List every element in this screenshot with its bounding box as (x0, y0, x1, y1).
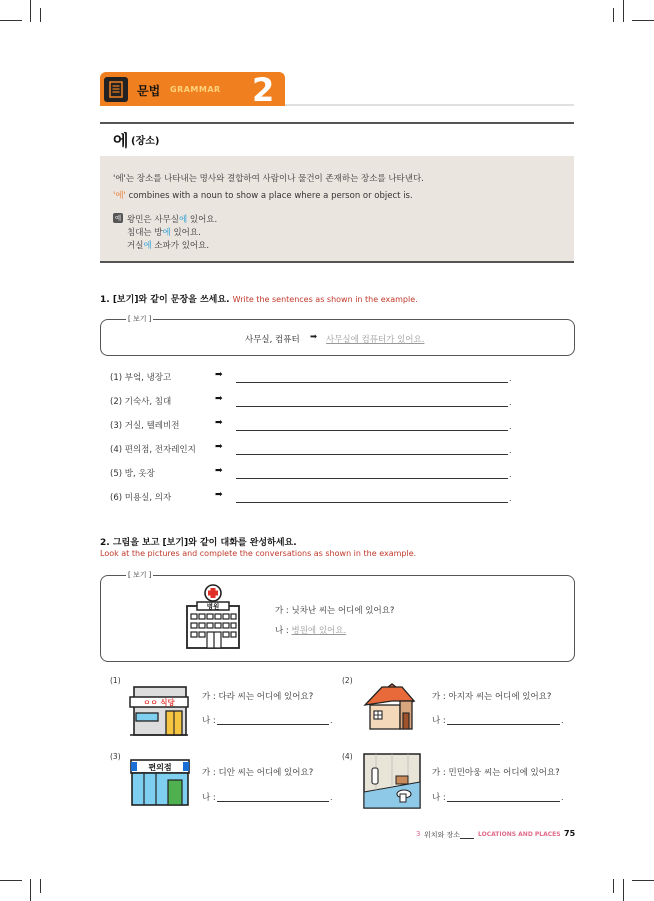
crop-mark (40, 879, 41, 893)
period: . (509, 374, 512, 383)
arrow-icon: ➡ (215, 370, 223, 380)
grammar-box-bottom-rule (100, 261, 574, 263)
grammar-marker: '에' (113, 191, 126, 201)
grammar-example: 침대는 방에 있어요. (127, 228, 201, 238)
arrow-icon: ➡ (215, 418, 223, 428)
grammar-desc-korean: '에'는 장소를 나타내는 명사와 결합하여 사람이나 물건이 존재하는 장소를 나타낸다. (113, 174, 424, 184)
exercise-1-item: (1) 부엌, 냉장고 (110, 373, 172, 383)
convenience-store-icon (128, 758, 192, 806)
grammar-example: 왕민은 사무실에 있어요. (127, 215, 218, 225)
crop-mark (30, 0, 31, 22)
hospital-icon (184, 584, 244, 650)
grammar-title: 에 (113, 131, 129, 150)
answer-line[interactable] (447, 801, 560, 802)
house-icon (362, 681, 418, 731)
answer-line[interactable] (217, 801, 329, 802)
grammar-title-sub: (장소) (131, 136, 160, 147)
crop-mark (632, 880, 654, 881)
question-number: (2) (342, 676, 353, 685)
header-title-english: GRAMMAR (170, 85, 221, 94)
example-prompt: 사무실, 컴퓨터 (245, 335, 300, 345)
crop-mark (623, 879, 624, 901)
period: . (330, 716, 333, 725)
arrow-icon: ➡ (310, 332, 318, 342)
grammar-number: 2 (252, 71, 275, 109)
answer-line[interactable] (236, 430, 508, 431)
exercise-1-item: (2) 기숙사, 침대 (110, 397, 172, 407)
footer-chapter-title: 위치와 장소 (424, 831, 461, 839)
crop-mark (623, 0, 624, 22)
period: . (509, 494, 512, 503)
question-text: 가 : 아지자 씨는 어디에 있어요? (432, 692, 552, 702)
bathroom-icon (362, 752, 422, 810)
period: . (509, 398, 512, 407)
period: . (509, 470, 512, 479)
period: . (330, 793, 333, 802)
question-number: (4) (342, 752, 353, 761)
exercise-2-title-english: Look at the pictures and complete the conversations as shown in the example. (100, 549, 417, 558)
store-sign: 편의점 (148, 763, 172, 772)
answer-line[interactable] (236, 502, 508, 503)
example-badge: 예 (114, 214, 122, 222)
arrow-icon: ➡ (215, 394, 223, 404)
question-number: (3) (110, 752, 121, 761)
answer-line[interactable] (447, 724, 560, 725)
crop-mark (0, 20, 22, 21)
grammar-title-bar (100, 124, 574, 156)
restaurant-icon (128, 683, 190, 737)
arrow-icon: ➡ (215, 466, 223, 476)
period: . (509, 422, 512, 431)
crop-mark (30, 879, 31, 901)
exercise-2-title: 2. 그림을 보고 [보기]와 같이 대화를 완성하세요. (100, 538, 297, 548)
grammar-desc-english: '에' combines with a noun to show a place where a person or object is. (113, 191, 413, 201)
grammar-example: 거실에 소파가 있어요. (127, 241, 210, 251)
page-number: 75 (564, 829, 576, 838)
exercise-1-item: (5) 방, 옷장 (110, 469, 155, 479)
question-text: 가 : 디안 씨는 어디에 있어요? (202, 768, 314, 778)
hospital-sign: 병원 (206, 602, 220, 611)
exercise-1-item: (4) 편의점, 전자레인지 (110, 445, 196, 455)
answer-line[interactable] (236, 382, 508, 383)
crop-mark (613, 8, 614, 22)
example-label: [ 보기 ] (128, 571, 152, 579)
footer-chapter-number: 3 (416, 830, 421, 838)
example-answer-line: 나 : 병원에 있어요. (275, 626, 347, 636)
exercise-1-item: (6) 미용실, 의자 (110, 493, 172, 503)
example-question: 가 : 닛차난 씨는 어디에 있어요? (275, 606, 395, 616)
exercise-2-example-box (100, 575, 575, 662)
exercise-1-title: 1. [보기]와 같이 문장을 쓰세요. Write the sentences as shown in the example. (100, 295, 418, 305)
footer-divider (460, 838, 474, 839)
restaurant-sign: ㅇㅇ 식당 (143, 698, 175, 707)
answer-prefix: 나 : (432, 793, 446, 803)
exercise-1-item: (3) 거실, 텔레비전 (110, 421, 180, 431)
crop-mark (632, 20, 654, 21)
question-text: 가 : 민민아웅 씨는 어디에 있어요? (432, 768, 560, 778)
answer-line[interactable] (236, 454, 508, 455)
period: . (561, 716, 564, 725)
example-label: [ 보기 ] (128, 315, 152, 323)
crop-mark (40, 8, 41, 22)
answer-line[interactable] (236, 406, 508, 407)
question-number: (1) (110, 676, 121, 685)
arrow-icon: ➡ (215, 490, 223, 500)
answer-prefix: 나 : (202, 793, 216, 803)
answer-prefix: 나 : (432, 716, 446, 726)
example-answer: 사무실에 컴퓨터가 있어요. (326, 335, 425, 345)
footer-chapter-english: LOCATIONS AND PLACES (478, 831, 561, 838)
answer-prefix: 나 : (202, 716, 216, 726)
question-text: 가 : 다라 씨는 어디에 있어요? (202, 692, 314, 702)
answer-line[interactable] (236, 478, 508, 479)
header-title-korean: 문법 (137, 84, 161, 98)
arrow-icon: ➡ (215, 442, 223, 452)
crop-mark (0, 880, 22, 881)
answer-line[interactable] (217, 724, 329, 725)
period: . (561, 793, 564, 802)
crop-mark (613, 879, 614, 893)
notebook-icon (104, 77, 128, 102)
period: . (509, 446, 512, 455)
